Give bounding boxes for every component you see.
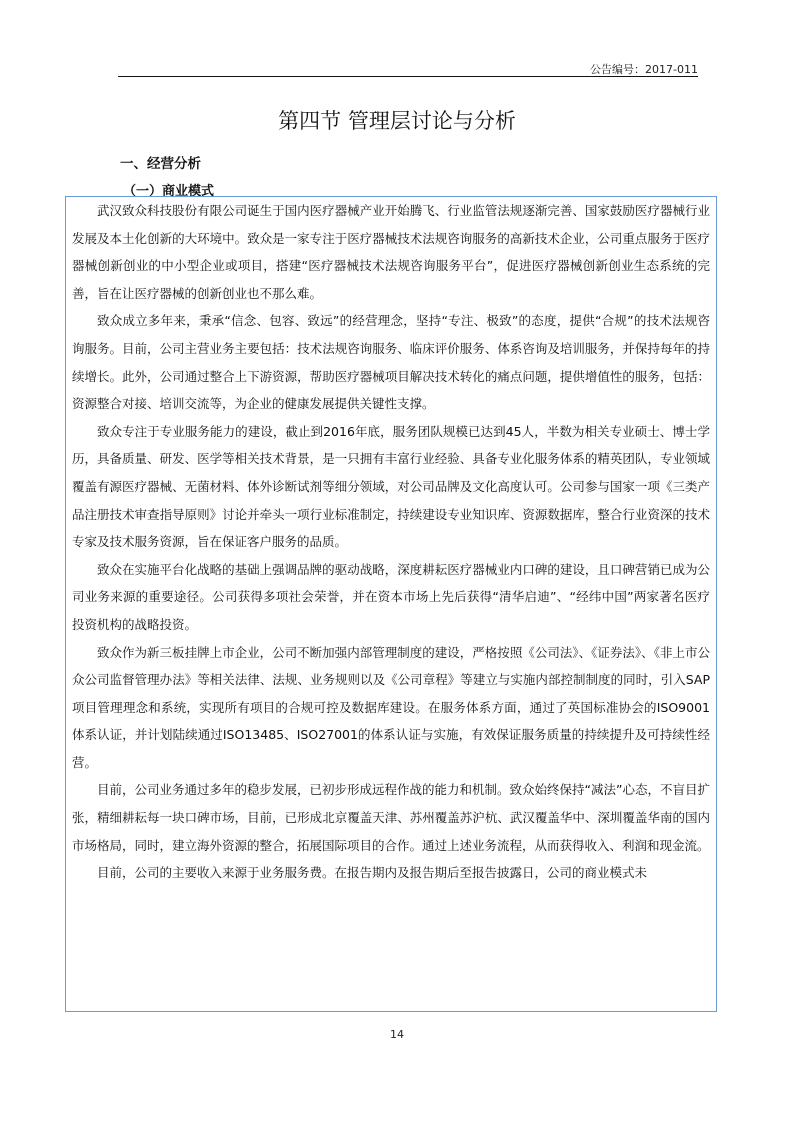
textbox-content	[66, 197, 716, 887]
paragraph-1: 武汉致众科技股份有限公司诞生于国内医疗器械产业开始腾飞、行业监管法规逐渐完善、国家鼓励医疗器械行业发展及本土化创新的大环境中。致众是一家专注于医疗器械技术法规咨询服务的高新技术企业，公司重点服务于医疗器械创新创业的中小型企业或项目，搭建“医疗器械技术法规咨询服务平台”，促进医疗器械创新创业生态系统的完善，旨在让医疗器械的创新创业也不那么难。	[72, 203, 710, 301]
paragraph-7: 目前，公司的主要收入来源于业务服务费。在报告期内及报告期后至报告披露日，公司的商业模式未	[97, 865, 648, 881]
paragraph-5: 致众作为新三板挂牌上市企业，公司不断加强内部管理制度的建设，严格按照《公司法》、《证券法》、《非上市公众公司监督管理办法》等相关法律、法规、业务规则以及《公司章程》等建立与实施内部控制制度的同时，引入SAP 项目管理理念和系统，实现所有项目的合规可控及数据库建设。在服务体系方面，通过了英国标准协会的ISO9001体系认证，并计划陆续通过ISO13485、ISO27001的体系认证与实施，有效保证服务质量的持续提升及可持续性经营。	[72, 644, 710, 770]
paragraph-2: 致众成立多年来，秉承“信念、包容、致远”的经营理念，坚持“专注、极致”的态度，提供“合规”的技术法规咨询服务。目前，公司主营业务主要包括：技术法规咨询服务、临床评价服务、体系咨询及培训服务，并保持每年的持续增长。此外，公司通过整合上下游资源，帮助医疗器械项目解决技术转化的痛点问题，提供增值性的服务，包括：资源整合对接、培训交流等，为企业的健康发展提供关键性支撑。	[72, 313, 710, 412]
section-heading: 一、经营分析	[120, 156, 201, 172]
paragraph-6: 目前，公司业务通过多年的稳步发展，已初步形成远程作战的能力和机制。致众始终保持“减法”心态，不盲目扩张，精细耕耘每一块口碑市场，目前，已形成北京覆盖天津、苏州覆盖苏沪杭、武汉覆盖华中、深圳覆盖华南的国内市场格局，同时，建立海外资源的整合，拓展国际项目的合作。通过上述业务流程，从而获得收入、利润和现金流。	[72, 782, 710, 853]
subsection-heading: （一）商业模式	[123, 184, 215, 199]
page-number: 14	[390, 1028, 404, 1041]
paragraph-4: 致众在实施平台化战略的基础上强调品牌的驱动战略，深度耕耘医疗器械业内口碑的建设，且口碑营销已成为公司业务来源的重要途径。公司获得多项社会荣誉，并在资本市场上先后获得“清华启迪”、“经纬中国”两家著名医疗投资机构的战略投资。	[72, 561, 710, 632]
header-divider	[118, 76, 698, 77]
announcement-code: 公告编号：2017-011	[590, 63, 698, 76]
business-model-textbox	[65, 196, 717, 1012]
paragraph-3: 致众专注于专业服务能力的建设，截止到2016年底，服务团队规模已达到45人，半数为相关专业硕士、博士学历，具备质量、研发、医学等相关技术背景，是一只拥有丰富行业经验、具备专业化服务体系的精英团队，专业领域覆盖有源医疗器械、无菌材料、体外诊断试剂等细分领域，对公司品牌及文化高度认可。公司参与国家一项《三类产品注册技术审查指导原则》讨论并牵头一项行业标准制定，持续建设专业知识库、资源数据库，整合行业资深的技术专家及技术服务资源，旨在保证客户服务的品质。	[72, 423, 710, 550]
section-title: 第四节 管理层讨论与分析	[278, 109, 516, 133]
